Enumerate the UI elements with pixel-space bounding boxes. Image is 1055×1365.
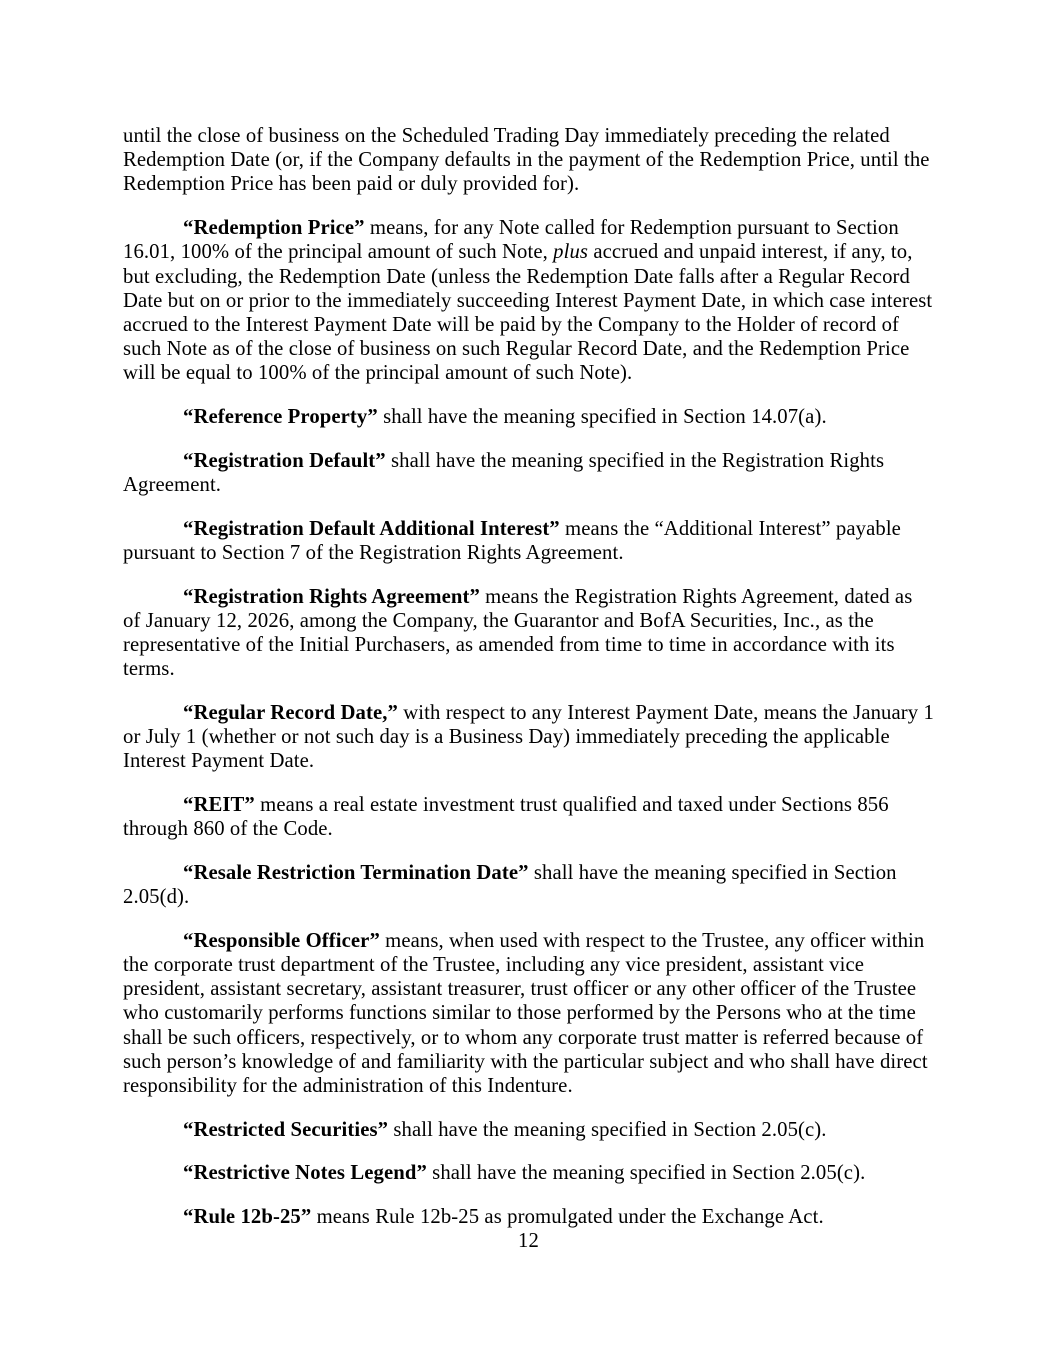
text-run: “Registration Default” — [183, 449, 386, 472]
paragraph — [123, 517, 934, 565]
text-run: means Rule 12b-25 as promulgated under the Exchange Act. — [311, 1206, 824, 1229]
paragraph — [123, 1161, 934, 1185]
paragraph-container — [123, 124, 934, 1229]
text-run: “Registration Default Additional Interest” — [183, 517, 560, 540]
text-run: means a real estate investment trust qualified and taxed under Sections 856 through 860 of the Code. — [123, 793, 889, 841]
paragraph — [123, 793, 934, 841]
paragraph — [123, 1205, 934, 1229]
text-run: shall have the meaning specified in Section 14.07(a). — [377, 406, 827, 429]
document-body — [123, 124, 934, 1254]
text-run: “REIT” — [183, 793, 255, 816]
text-run: until the close of business on the Scheduled Trading Day immediately preceding the related Redemption Date (or, if the Company defaults in the payment of the Redemption Price, until the Redemption Price has been paid or duly provided for). — [123, 125, 930, 196]
text-run: with respect to any Interest Payment Date, means the January 1 or July 1 (whether or not such day is a Business Day) immediately preceding the applicable Interest Payment Date. — [123, 701, 934, 773]
paragraph — [123, 1118, 934, 1142]
text-run: “Restrictive Notes Legend” — [183, 1162, 427, 1185]
paragraph — [123, 929, 934, 1098]
paragraph — [123, 405, 934, 429]
paragraph — [123, 124, 934, 197]
text-run: “Reference Property” — [183, 406, 378, 429]
text-run: means, for any Note called for Redemption pursuant to Section 16.01, 100% of the principal amount of such Note, — [123, 217, 899, 264]
text-run: shall have the meaning specified in Section 2.05(c). — [426, 1162, 866, 1185]
text-run: “Registration Rights Agreement” — [183, 585, 480, 608]
paragraph — [123, 701, 934, 774]
text-run: accrued and unpaid interest, if any, to, but excluding, the Redemption Date (unless the Redemption Date falls after a Regular Record Date but on or prior to the immediately succeeding Interest Payment Date, in which case interest accrued to the Interest Payment Date will be paid by the Company to the Holder of record of such Note as of the close of business on such Regular Record Date, and the Redemption Price will be equal to 100% of the principal amount of such Note). — [123, 241, 933, 385]
paragraph — [123, 861, 934, 909]
text-run: plus — [553, 241, 589, 264]
text-run: “Rule 12b-25” — [183, 1206, 312, 1229]
text-run: shall have the meaning specified in the Registration Rights Agreement. — [123, 449, 885, 496]
paragraph — [123, 449, 934, 497]
text-run: shall have the meaning specified in Section 2.05(c). — [388, 1118, 827, 1141]
text-run: “Responsible Officer” — [183, 929, 380, 952]
text-run: means the “Additional Interest” payable pursuant to Section 7 of the Registration Rights Agreement. — [123, 517, 901, 564]
text-run: “Restricted Securities” — [183, 1118, 389, 1141]
page-number: 12 — [518, 1230, 539, 1253]
text-run: “Redemption Price” — [183, 217, 365, 240]
text-run: “Regular Record Date,” — [183, 701, 398, 724]
text-run: means the Registration Rights Agreement, dated as of January 12, 2026, among the Company, the Guarantor and BofA Securities, Inc., as the representative of the Initial Purchasers, as amended from time to time in accordance with its terms. — [123, 585, 913, 681]
text-run: shall have the meaning specified in Section 2.05(d). — [123, 861, 897, 909]
paragraph — [123, 585, 934, 682]
text-run: means, when used with respect to the Trustee, any officer within the corporate trust department of the Trustee, including any vice president, assistant vice president, assistant secretary, assistant treasurer, trust officer or any other officer of the Trustee who customarily performs functions similar to those performed by the Persons who at the time shall be such officers, respectively, or to whom any corporate trust matter is referred because of such person’s knowledge of and familiarity with the particular subject and who shall have direct responsibility for the administration of this Indenture. — [123, 929, 928, 1097]
text-run: “Resale Restriction Termination Date” — [183, 861, 529, 884]
paragraph — [123, 216, 934, 385]
